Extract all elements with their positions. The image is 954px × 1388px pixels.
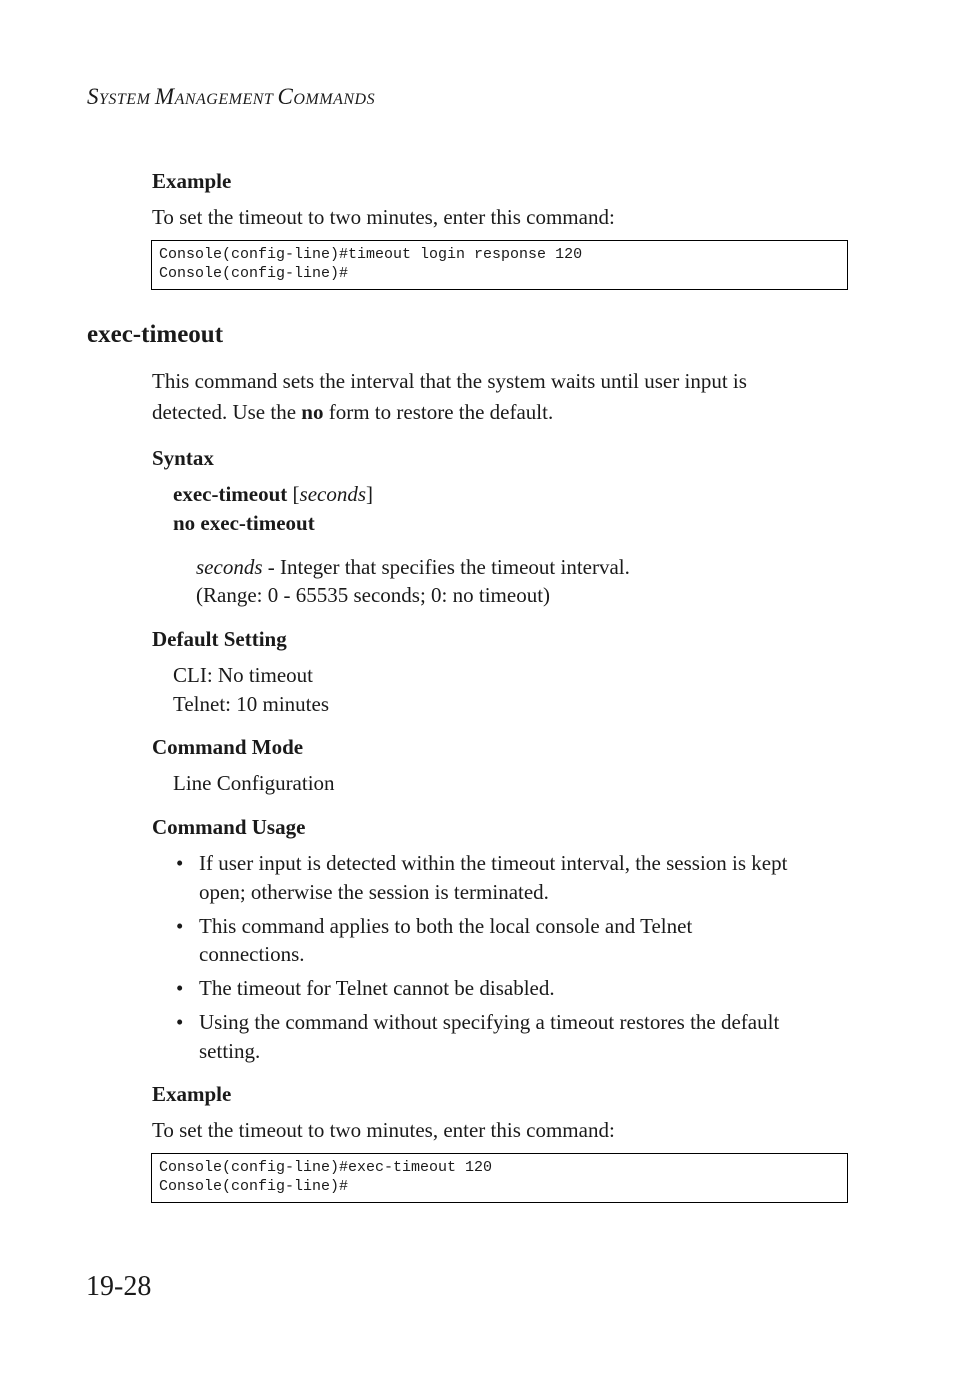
code-block <box>151 1153 848 1203</box>
usage-item: open; otherwise the session is terminated. <box>199 880 549 904</box>
bullet-icon: • <box>176 1010 184 1034</box>
parameter-range: (Range: 0 - 65535 seconds; 0: no timeout) <box>196 583 551 607</box>
code-line: Console(config-line)# <box>159 265 349 282</box>
bullet-icon: • <box>176 851 184 875</box>
example-intro: To set the timeout to two minutes, enter this command: <box>152 205 615 229</box>
section-title: exec-timeout <box>87 321 224 348</box>
default-value: CLI: No timeout <box>173 663 313 687</box>
syntax-no-command: no exec-timeout <box>173 511 315 535</box>
example-heading: Example <box>152 169 232 193</box>
command-usage-heading: Command Usage <box>152 815 306 839</box>
running-head: SYSTEM MANAGEMENT COMMANDS <box>87 84 376 109</box>
default-setting-heading: Default Setting <box>152 627 287 651</box>
command-mode-heading: Command Mode <box>152 735 304 759</box>
usage-item: setting. <box>199 1039 261 1063</box>
page-number: 19-28 <box>86 1271 152 1302</box>
command-mode-value: Line Configuration <box>173 771 335 795</box>
description-line: This command sets the interval that the system waits until user input is <box>152 369 747 393</box>
code-line: Console(config-line)#timeout login response 120 <box>159 246 583 263</box>
no-keyword: no <box>301 400 324 424</box>
parameter-description: seconds - Integer that specifies the timeout interval. <box>196 555 630 579</box>
syntax-heading: Syntax <box>152 446 214 470</box>
default-value: Telnet: 10 minutes <box>173 692 330 716</box>
example-heading: Example <box>152 1082 232 1106</box>
usage-item: If user input is detected within the timeout interval, the session is kept <box>199 851 788 875</box>
bullet-icon: • <box>176 914 184 938</box>
syntax-command: exec-timeout [seconds] <box>173 482 374 506</box>
usage-item: Using the command without specifying a timeout restores the default <box>199 1010 780 1034</box>
usage-item: connections. <box>199 942 305 966</box>
description-line: detected. Use the no form to restore the default. <box>152 400 554 424</box>
bullet-icon: • <box>176 976 184 1000</box>
example-intro: To set the timeout to two minutes, enter this command: <box>152 1118 615 1142</box>
usage-item: This command applies to both the local console and Telnet <box>199 914 693 938</box>
code-block <box>151 240 848 290</box>
code-line: Console(config-line)#exec-timeout 120 <box>159 1159 493 1176</box>
usage-item: The timeout for Telnet cannot be disabled. <box>199 976 555 1000</box>
code-line: Console(config-line)# <box>159 1178 349 1195</box>
